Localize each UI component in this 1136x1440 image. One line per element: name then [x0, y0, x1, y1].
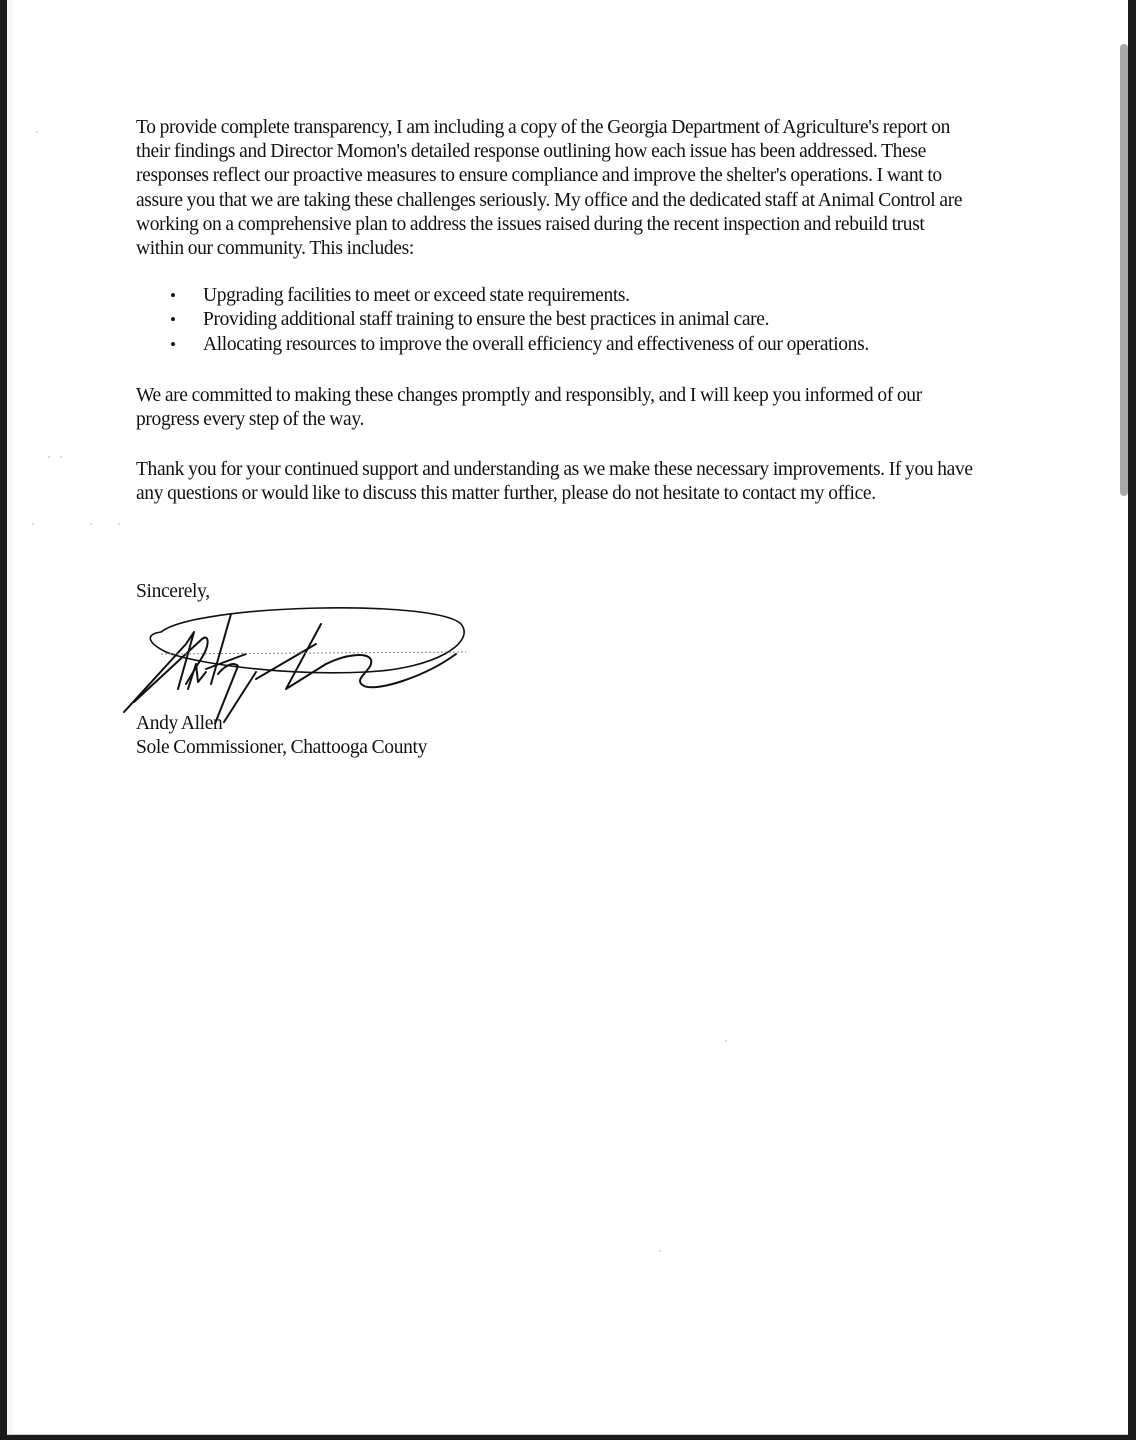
scan-speck	[725, 1040, 727, 1042]
handwritten-signature-icon	[106, 594, 486, 724]
bullet-icon: •	[170, 310, 176, 330]
paragraph-commitment: We are committed to making these changes promptly and responsibly, and I will keep you informed of our progress every step of the way.	[136, 384, 922, 431]
paragraph-thanks: Thank you for your continued support and understanding as we make these necessary improvements. If you have any questions or would like to discuss this matter further, please do not hesitate to contact my office.	[136, 459, 973, 505]
paragraph-transparency: To provide complete transparency, I am including a copy of the Georgia Department of Agriculture's report on their findings and Director Momon's detailed response outlining how each issue has been addressed. These responses reflect our proactive measures to ensure compliance and improve the shelter's operations. I want to assure you that we are taking these challenges seriously. My office and the dedicated staff at Animal Control are working on a comprehensive plan to address the issues raised during the recent inspection and rebuild trust within our community. This includes:	[136, 117, 963, 260]
page-left-edge-shadow	[7, 0, 15, 1434]
letter-body	[136, 116, 986, 760]
vertical-scrollbar-thumb[interactable]	[1120, 44, 1128, 496]
scan-speck	[118, 523, 120, 525]
signer-name: Andy Allen	[136, 712, 223, 734]
list-item	[136, 284, 923, 308]
scan-speck	[32, 523, 34, 525]
list-item-text: Upgrading facilities to meet or exceed state requirements.	[203, 285, 630, 307]
bullet-icon: •	[170, 334, 176, 354]
scan-speck	[36, 131, 38, 133]
scan-speck	[60, 456, 62, 458]
signature-area	[136, 604, 986, 712]
scan-speck	[659, 1250, 661, 1252]
scan-speck	[48, 456, 50, 458]
list-item	[136, 308, 923, 332]
list-item-text: Providing additional staff training to ensure the best practices in animal care.	[203, 309, 770, 331]
scan-speck	[90, 523, 92, 525]
list-item	[136, 333, 923, 357]
signer-title: Sole Commissioner, Chattooga County	[136, 737, 427, 759]
list-item-text: Allocating resources to improve the overall efficiency and effectiveness of our operations.	[203, 333, 869, 355]
closing-salutation: Sincerely,	[136, 580, 210, 602]
action-items-list	[136, 284, 986, 357]
bullet-icon: •	[170, 286, 176, 306]
